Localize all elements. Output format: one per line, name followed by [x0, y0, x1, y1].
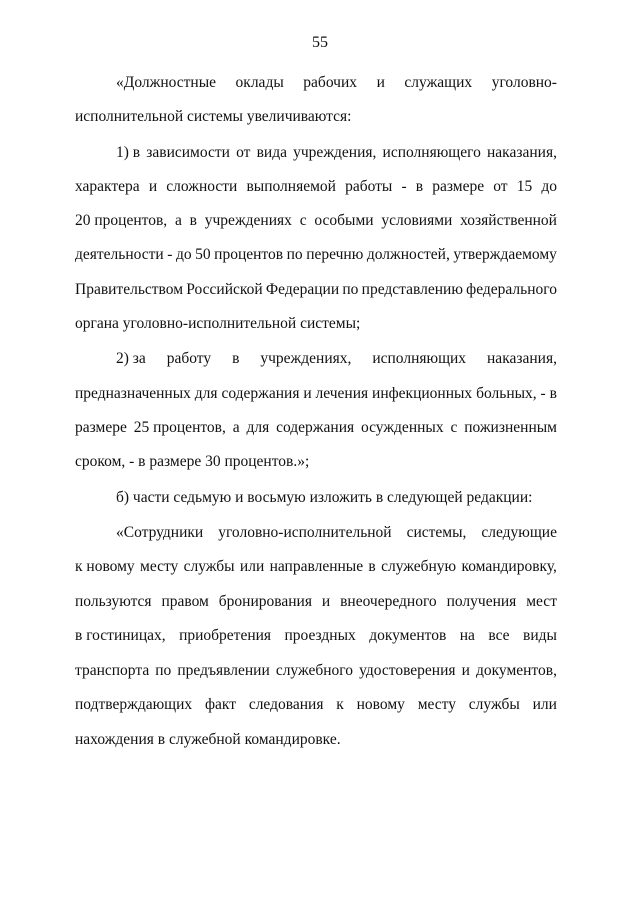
word: вида	[256, 144, 287, 161]
word: выполняемой	[246, 178, 336, 195]
paragraph-5-line-5	[75, 661, 557, 681]
word: 50	[195, 246, 211, 263]
word: 2) за	[116, 350, 146, 367]
word: 25 процентов,	[133, 419, 226, 436]
word: хозяйственной	[460, 212, 557, 229]
paragraph-3-line-2	[75, 384, 557, 404]
paragraph-2-line-2	[75, 177, 557, 197]
paragraph-5-line-6	[75, 695, 557, 715]
word: до	[541, 178, 557, 195]
word: мест	[526, 593, 557, 610]
word: должностей,	[366, 246, 450, 263]
paragraph-5-line-2	[75, 557, 557, 577]
word: до	[175, 246, 192, 263]
paragraph-2-line-1	[116, 143, 557, 163]
word: -	[167, 246, 173, 263]
word: наказания,	[487, 350, 557, 367]
word: в	[189, 212, 197, 229]
word: а	[232, 419, 240, 436]
word: пользуются	[75, 593, 152, 610]
word: следующие	[481, 524, 557, 541]
word: виды	[523, 627, 557, 644]
word: и	[148, 178, 158, 195]
paragraph-2-line-4	[75, 245, 557, 265]
word: с	[450, 419, 458, 436]
word: больных,	[476, 385, 537, 402]
word: предназначенных	[75, 385, 191, 402]
word: командировку,	[461, 558, 557, 575]
word: и	[376, 74, 385, 91]
word: проездных	[284, 627, 356, 644]
word: подтверждающих	[75, 696, 193, 713]
word: месту	[417, 696, 456, 713]
word: следования	[248, 696, 324, 713]
word: факт	[204, 696, 236, 713]
word: работы	[345, 178, 393, 195]
word: по	[286, 246, 303, 263]
word: служащих	[404, 74, 473, 91]
word: содержания	[276, 419, 355, 436]
word: оклады	[235, 74, 284, 91]
word: деятельности	[75, 246, 164, 263]
word: Российской	[186, 281, 263, 298]
word: системы,	[406, 524, 467, 541]
word: месту	[140, 558, 179, 575]
word: приобретения	[179, 627, 272, 644]
paragraph-2-line-3	[75, 211, 557, 231]
word: уголовно-исполнительной	[218, 524, 392, 541]
word: новому	[356, 696, 405, 713]
paragraph-4-line-1: б) части седьмую и восьмую изложить в следующей редакции:	[116, 489, 533, 506]
word: к	[336, 696, 344, 713]
word: бронирования	[218, 593, 312, 610]
paragraph-2-line-5	[75, 280, 557, 300]
word: учреждениях	[204, 212, 292, 229]
word: а	[174, 212, 182, 229]
word: удостоверения	[359, 662, 456, 679]
word: особыми	[314, 212, 374, 229]
word: наказания,	[487, 144, 557, 161]
word: рабочих	[303, 74, 358, 91]
word: и	[303, 385, 312, 402]
word: условиями	[381, 212, 453, 229]
word: уголовно-	[491, 74, 557, 91]
word: или	[239, 558, 265, 575]
word: и	[321, 593, 331, 610]
word: федерального	[466, 281, 557, 298]
word: содержания	[221, 385, 300, 402]
word: «Должностные	[116, 74, 216, 91]
word: перечню	[306, 246, 364, 263]
word: документов	[369, 627, 447, 644]
word: работу	[166, 350, 212, 367]
word: лечения	[315, 385, 369, 402]
paragraph-1-line-2: исполнительной системы увеличиваются:	[75, 108, 352, 125]
word: по	[342, 281, 359, 298]
word: 20 процентов,	[75, 212, 168, 229]
word: от	[236, 144, 251, 161]
word: к новому	[75, 558, 135, 575]
word: «Сотрудники	[116, 524, 204, 541]
paragraph-2-line-6: органа уголовно-исполнительной системы;	[75, 315, 361, 332]
word: и	[461, 662, 470, 679]
word: Правительством	[75, 281, 184, 298]
word: -	[401, 178, 407, 195]
word: документов,	[475, 662, 557, 679]
word: от	[493, 178, 508, 195]
word: направленные	[269, 558, 364, 575]
word: или	[532, 696, 557, 713]
paragraph-3-line-1	[116, 349, 557, 369]
word: в	[232, 350, 240, 367]
word: с	[299, 212, 307, 229]
word: служебного	[275, 662, 354, 679]
word: правом	[161, 593, 209, 610]
word: службы	[468, 696, 520, 713]
word: процентов	[214, 246, 284, 263]
word: учреждениях,	[260, 350, 352, 367]
word: характера	[75, 178, 140, 195]
paragraph-5-line-7: нахождения в служебной командировке.	[75, 731, 341, 748]
paragraph-5-line-3	[75, 592, 557, 612]
word: службы	[183, 558, 235, 575]
paragraph-5-line-4	[75, 626, 557, 646]
word: на	[459, 627, 475, 644]
word: все	[488, 627, 510, 644]
word: в	[415, 178, 424, 195]
word: размере	[432, 178, 485, 195]
word: в гостиницах,	[75, 627, 166, 644]
word: представлению	[361, 281, 463, 298]
word: учреждения,	[293, 144, 377, 161]
word: транспорта	[75, 662, 150, 679]
word: утверждаемому	[453, 246, 557, 263]
page-number: 55	[312, 34, 328, 51]
word: получения	[446, 593, 517, 610]
word: исполняющего	[382, 144, 481, 161]
word: в	[368, 558, 376, 575]
word: для	[246, 419, 270, 436]
word: осужденных	[360, 419, 444, 436]
word: 15	[516, 178, 533, 195]
word: зависимости	[146, 144, 230, 161]
word: инфекционных	[372, 385, 473, 402]
word: -	[540, 385, 546, 402]
word: внеочередного	[340, 593, 437, 610]
paragraph-5-line-1	[116, 523, 557, 543]
word: для	[194, 385, 218, 402]
word: исполняющих	[372, 350, 467, 367]
word: пожизненным	[464, 419, 557, 436]
paragraph-3-line-4: сроком, - в размере 30 процентов.»;	[75, 453, 310, 470]
paragraph-3-line-3	[75, 418, 557, 438]
word: в	[549, 385, 557, 402]
word: по	[155, 662, 172, 679]
word: служебную	[381, 558, 457, 575]
word: сложности	[166, 178, 238, 195]
word: размере	[75, 419, 127, 436]
paragraph-1-line-1	[116, 73, 557, 93]
word: 1) в	[116, 144, 141, 161]
word: предъявлении	[177, 662, 270, 679]
word: Федерации	[265, 281, 340, 298]
